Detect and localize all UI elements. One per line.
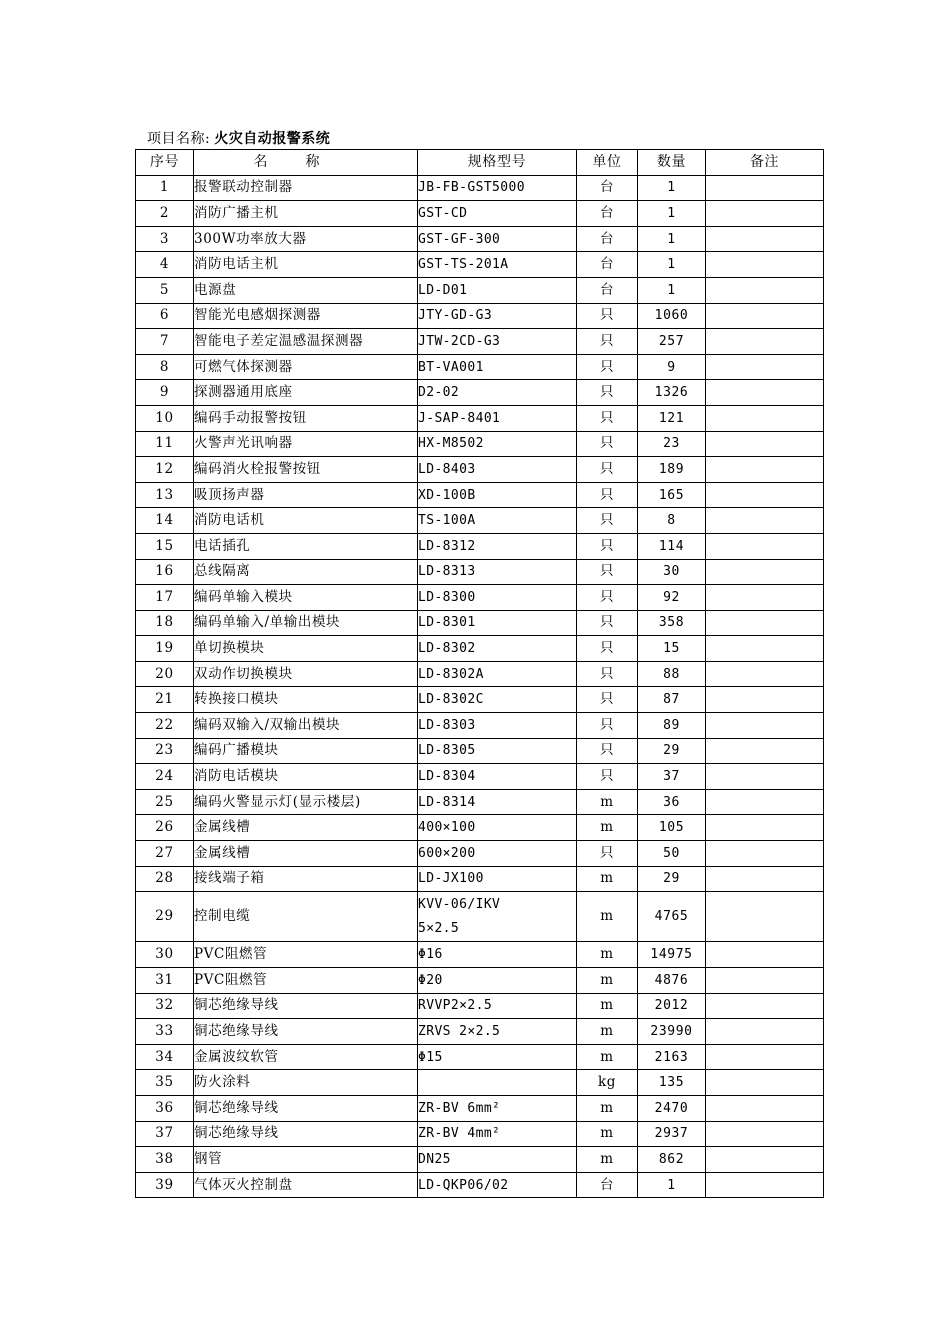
cell-spec: LD-8302 <box>418 636 577 662</box>
cell-spec: GST-GF-300 <box>418 226 577 252</box>
cell-unit: 只 <box>577 585 638 611</box>
table-row <box>136 1070 824 1096</box>
cell-note <box>706 585 824 611</box>
cell-note <box>706 892 824 942</box>
cell-qty: 2012 <box>638 993 706 1019</box>
cell-note <box>706 815 824 841</box>
table-row <box>136 201 824 227</box>
cell-spec: Φ16 <box>418 942 577 968</box>
cell-name: PVC阻燃管 <box>194 942 418 968</box>
cell-name: 编码火警显示灯(显示楼层) <box>194 789 418 815</box>
cell-seq: 4 <box>136 252 194 278</box>
cell-unit: m <box>577 1019 638 1045</box>
cell-unit: 台 <box>577 175 638 201</box>
cell-name: 总线隔离 <box>194 559 418 585</box>
cell-spec: D2-02 <box>418 380 577 406</box>
cell-name: 钢管 <box>194 1147 418 1173</box>
cell-seq: 2 <box>136 201 194 227</box>
cell-qty: 1 <box>638 226 706 252</box>
table-row <box>136 559 824 585</box>
cell-name: 吸顶扬声器 <box>194 482 418 508</box>
table-row <box>136 457 824 483</box>
cell-qty: 23 <box>638 431 706 457</box>
cell-note <box>706 636 824 662</box>
cell-unit: 只 <box>577 380 638 406</box>
cell-note <box>706 252 824 278</box>
table-row <box>136 405 824 431</box>
cell-note <box>706 1147 824 1173</box>
table-row <box>136 993 824 1019</box>
table-row <box>136 508 824 534</box>
cell-note <box>706 841 824 867</box>
table-row <box>136 1172 824 1198</box>
table-row <box>136 892 824 942</box>
cell-note <box>706 354 824 380</box>
cell-name: 智能光电感烟探测器 <box>194 303 418 329</box>
cell-unit: 只 <box>577 354 638 380</box>
cell-qty: 29 <box>638 866 706 892</box>
cell-note <box>706 1121 824 1147</box>
cell-note <box>706 968 824 994</box>
cell-qty: 1 <box>638 201 706 227</box>
cell-spec: LD-QKP06/02 <box>418 1172 577 1198</box>
cell-spec: LD-D01 <box>418 277 577 303</box>
cell-spec: LD-8304 <box>418 764 577 790</box>
table-row <box>136 1147 824 1173</box>
cell-qty: 36 <box>638 789 706 815</box>
cell-unit: m <box>577 815 638 841</box>
cell-unit: 只 <box>577 738 638 764</box>
table-row <box>136 482 824 508</box>
cell-name: 消防电话主机 <box>194 252 418 278</box>
cell-qty: 165 <box>638 482 706 508</box>
cell-unit: 台 <box>577 201 638 227</box>
cell-seq: 26 <box>136 815 194 841</box>
cell-qty: 88 <box>638 661 706 687</box>
cell-note <box>706 226 824 252</box>
cell-note <box>706 993 824 1019</box>
cell-seq: 21 <box>136 687 194 713</box>
cell-note <box>706 1095 824 1121</box>
cell-seq: 35 <box>136 1070 194 1096</box>
cell-seq: 32 <box>136 993 194 1019</box>
table-row <box>136 789 824 815</box>
cell-spec: 400×100 <box>418 815 577 841</box>
cell-name: 金属波纹软管 <box>194 1044 418 1070</box>
table-row <box>136 841 824 867</box>
cell-note <box>706 687 824 713</box>
table-row <box>136 764 824 790</box>
header-note: 备注 <box>706 150 824 176</box>
cell-qty: 2163 <box>638 1044 706 1070</box>
equipment-table <box>135 149 824 1198</box>
cell-note <box>706 380 824 406</box>
cell-unit: 只 <box>577 431 638 457</box>
cell-spec: 600×200 <box>418 841 577 867</box>
cell-unit: 只 <box>577 482 638 508</box>
cell-spec: LD-8302C <box>418 687 577 713</box>
cell-note <box>706 866 824 892</box>
cell-qty: 1326 <box>638 380 706 406</box>
table-row <box>136 968 824 994</box>
cell-note <box>706 303 824 329</box>
cell-note <box>706 329 824 355</box>
cell-qty: 105 <box>638 815 706 841</box>
cell-name: 铜芯绝缘导线 <box>194 1019 418 1045</box>
cell-qty: 4765 <box>638 892 706 942</box>
cell-note <box>706 559 824 585</box>
cell-unit: 只 <box>577 841 638 867</box>
cell-note <box>706 1044 824 1070</box>
table-row <box>136 1044 824 1070</box>
table-row <box>136 175 824 201</box>
table-row <box>136 815 824 841</box>
cell-seq: 15 <box>136 533 194 559</box>
cell-spec: LD-8305 <box>418 738 577 764</box>
cell-seq: 10 <box>136 405 194 431</box>
cell-spec: ZR-BV 6mm² <box>418 1095 577 1121</box>
cell-name: 编码广播模块 <box>194 738 418 764</box>
table-row <box>136 380 824 406</box>
cell-qty: 30 <box>638 559 706 585</box>
cell-qty: 50 <box>638 841 706 867</box>
cell-seq: 22 <box>136 713 194 739</box>
cell-spec: LD-8312 <box>418 533 577 559</box>
cell-seq: 17 <box>136 585 194 611</box>
cell-unit: 台 <box>577 226 638 252</box>
cell-unit: 只 <box>577 713 638 739</box>
cell-spec: DN25 <box>418 1147 577 1173</box>
header-qty: 数量 <box>638 150 706 176</box>
cell-name: 智能电子差定温感温探测器 <box>194 329 418 355</box>
cell-qty: 1 <box>638 1172 706 1198</box>
cell-unit: 台 <box>577 252 638 278</box>
cell-note <box>706 175 824 201</box>
cell-note <box>706 1172 824 1198</box>
cell-seq: 39 <box>136 1172 194 1198</box>
cell-unit: m <box>577 942 638 968</box>
cell-seq: 3 <box>136 226 194 252</box>
cell-unit: kg <box>577 1070 638 1096</box>
cell-spec: HX-M8502 <box>418 431 577 457</box>
table-row <box>136 1019 824 1045</box>
cell-note <box>706 482 824 508</box>
header-unit: 单位 <box>577 150 638 176</box>
cell-seq: 27 <box>136 841 194 867</box>
cell-name: 金属线槽 <box>194 815 418 841</box>
project-label: 项目名称: <box>147 131 211 147</box>
table-row <box>136 533 824 559</box>
cell-note <box>706 942 824 968</box>
cell-seq: 34 <box>136 1044 194 1070</box>
cell-note <box>706 201 824 227</box>
cell-note <box>706 789 824 815</box>
cell-spec <box>418 892 577 942</box>
cell-qty: 1 <box>638 277 706 303</box>
table-row <box>136 687 824 713</box>
cell-note <box>706 610 824 636</box>
header-name: 名称 <box>194 150 418 176</box>
project-name: 火灾自动报警系统 <box>214 131 331 147</box>
table-body <box>136 175 824 1198</box>
cell-spec: GST-CD <box>418 201 577 227</box>
cell-unit: 只 <box>577 508 638 534</box>
cell-seq: 11 <box>136 431 194 457</box>
cell-seq: 25 <box>136 789 194 815</box>
cell-qty: 37 <box>638 764 706 790</box>
cell-note <box>706 405 824 431</box>
cell-spec: LD-8314 <box>418 789 577 815</box>
cell-note <box>706 1070 824 1096</box>
cell-spec: GST-TS-201A <box>418 252 577 278</box>
cell-unit: 只 <box>577 610 638 636</box>
cell-unit: m <box>577 993 638 1019</box>
table-row <box>136 661 824 687</box>
cell-spec: LD-8403 <box>418 457 577 483</box>
table-row <box>136 252 824 278</box>
cell-seq: 12 <box>136 457 194 483</box>
cell-name: 编码手动报警按钮 <box>194 405 418 431</box>
cell-spec: LD-8302A <box>418 661 577 687</box>
table-row <box>136 226 824 252</box>
cell-unit: m <box>577 1044 638 1070</box>
cell-qty: 29 <box>638 738 706 764</box>
cell-unit: 只 <box>577 687 638 713</box>
cell-seq: 31 <box>136 968 194 994</box>
table-row <box>136 942 824 968</box>
cell-seq: 28 <box>136 866 194 892</box>
cell-seq: 9 <box>136 380 194 406</box>
cell-note <box>706 457 824 483</box>
table-row <box>136 610 824 636</box>
cell-seq: 20 <box>136 661 194 687</box>
cell-seq: 37 <box>136 1121 194 1147</box>
cell-qty: 358 <box>638 610 706 636</box>
cell-seq: 23 <box>136 738 194 764</box>
cell-seq: 14 <box>136 508 194 534</box>
cell-name: 300W功率放大器 <box>194 226 418 252</box>
cell-note <box>706 738 824 764</box>
cell-spec: LD-8301 <box>418 610 577 636</box>
project-title-line <box>147 128 330 148</box>
table-row <box>136 354 824 380</box>
cell-qty: 2470 <box>638 1095 706 1121</box>
cell-qty: 1 <box>638 175 706 201</box>
cell-qty: 1 <box>638 252 706 278</box>
table-row <box>136 713 824 739</box>
cell-note <box>706 1019 824 1045</box>
cell-unit: 台 <box>577 277 638 303</box>
cell-unit: m <box>577 789 638 815</box>
cell-seq: 36 <box>136 1095 194 1121</box>
cell-name: 气体灭火控制盘 <box>194 1172 418 1198</box>
cell-seq: 16 <box>136 559 194 585</box>
cell-spec: JTW-2CD-G3 <box>418 329 577 355</box>
cell-qty: 89 <box>638 713 706 739</box>
cell-name: 探测器通用底座 <box>194 380 418 406</box>
cell-unit: 只 <box>577 764 638 790</box>
cell-name: 防火涂料 <box>194 1070 418 1096</box>
cell-seq: 6 <box>136 303 194 329</box>
cell-unit: 只 <box>577 303 638 329</box>
cell-seq: 29 <box>136 892 194 942</box>
cell-unit: m <box>577 1121 638 1147</box>
cell-note <box>706 713 824 739</box>
header-seq: 序号 <box>136 150 194 176</box>
cell-qty: 121 <box>638 405 706 431</box>
cell-seq: 30 <box>136 942 194 968</box>
cell-spec-text: KVV-06/IKV 5×2.5 <box>418 896 501 936</box>
cell-seq: 5 <box>136 277 194 303</box>
cell-spec: ZRVS 2×2.5 <box>418 1019 577 1045</box>
cell-name: 电话插孔 <box>194 533 418 559</box>
cell-unit: 只 <box>577 661 638 687</box>
cell-seq: 19 <box>136 636 194 662</box>
cell-seq: 7 <box>136 329 194 355</box>
cell-unit: 只 <box>577 533 638 559</box>
cell-qty: 23990 <box>638 1019 706 1045</box>
cell-unit: 只 <box>577 559 638 585</box>
table-row <box>136 1121 824 1147</box>
table-row <box>136 431 824 457</box>
cell-note <box>706 661 824 687</box>
cell-name: 报警联动控制器 <box>194 175 418 201</box>
cell-unit: m <box>577 866 638 892</box>
cell-name: 铜芯绝缘导线 <box>194 993 418 1019</box>
cell-name: 控制电缆 <box>194 892 418 942</box>
cell-note <box>706 764 824 790</box>
cell-spec: TS-100A <box>418 508 577 534</box>
cell-seq: 1 <box>136 175 194 201</box>
cell-unit: m <box>577 1095 638 1121</box>
cell-spec: LD-8300 <box>418 585 577 611</box>
cell-seq: 38 <box>136 1147 194 1173</box>
cell-seq: 13 <box>136 482 194 508</box>
table-row <box>136 1095 824 1121</box>
cell-name: 消防电话机 <box>194 508 418 534</box>
cell-name: 编码单输入/单输出模块 <box>194 610 418 636</box>
cell-seq: 8 <box>136 354 194 380</box>
table-row <box>136 636 824 662</box>
cell-seq: 18 <box>136 610 194 636</box>
cell-spec: JTY-GD-G3 <box>418 303 577 329</box>
table-row <box>136 866 824 892</box>
cell-name: 编码单输入模块 <box>194 585 418 611</box>
cell-name: 消防电话模块 <box>194 764 418 790</box>
cell-qty: 14975 <box>638 942 706 968</box>
cell-unit: 只 <box>577 405 638 431</box>
cell-unit: 只 <box>577 636 638 662</box>
cell-qty: 8 <box>638 508 706 534</box>
cell-qty: 87 <box>638 687 706 713</box>
cell-spec: JB-FB-GST5000 <box>418 175 577 201</box>
table-row <box>136 303 824 329</box>
cell-name: 转换接口模块 <box>194 687 418 713</box>
cell-name: 火警声光讯响器 <box>194 431 418 457</box>
cell-qty: 92 <box>638 585 706 611</box>
cell-name: 单切换模块 <box>194 636 418 662</box>
cell-qty: 1060 <box>638 303 706 329</box>
table-row <box>136 738 824 764</box>
cell-unit: 台 <box>577 1172 638 1198</box>
cell-spec: BT-VA001 <box>418 354 577 380</box>
header-spec: 规格型号 <box>418 150 577 176</box>
table-header-row <box>136 150 824 176</box>
cell-qty: 9 <box>638 354 706 380</box>
cell-name: 金属线槽 <box>194 841 418 867</box>
cell-spec: RVVP2×2.5 <box>418 993 577 1019</box>
cell-unit: 只 <box>577 329 638 355</box>
table-row <box>136 585 824 611</box>
cell-qty: 135 <box>638 1070 706 1096</box>
cell-spec: LD-JX100 <box>418 866 577 892</box>
cell-name: 双动作切换模块 <box>194 661 418 687</box>
cell-note <box>706 508 824 534</box>
cell-name: 编码消火栓报警按钮 <box>194 457 418 483</box>
cell-spec: J-SAP-8401 <box>418 405 577 431</box>
cell-unit: 只 <box>577 457 638 483</box>
cell-unit: m <box>577 1147 638 1173</box>
cell-name: 接线端子箱 <box>194 866 418 892</box>
cell-qty: 257 <box>638 329 706 355</box>
cell-seq: 33 <box>136 1019 194 1045</box>
cell-spec: XD-100B <box>418 482 577 508</box>
cell-name: 铜芯绝缘导线 <box>194 1121 418 1147</box>
cell-spec: LD-8303 <box>418 713 577 739</box>
cell-seq: 24 <box>136 764 194 790</box>
cell-qty: 189 <box>638 457 706 483</box>
cell-spec: ZR-BV 4mm² <box>418 1121 577 1147</box>
cell-qty: 15 <box>638 636 706 662</box>
cell-unit: m <box>577 968 638 994</box>
cell-qty: 114 <box>638 533 706 559</box>
cell-name: PVC阻燃管 <box>194 968 418 994</box>
cell-name: 可燃气体探测器 <box>194 354 418 380</box>
cell-name: 铜芯绝缘导线 <box>194 1095 418 1121</box>
cell-spec <box>418 1070 577 1096</box>
cell-note <box>706 533 824 559</box>
cell-note <box>706 431 824 457</box>
cell-qty: 4876 <box>638 968 706 994</box>
cell-qty: 2937 <box>638 1121 706 1147</box>
cell-spec: Φ15 <box>418 1044 577 1070</box>
cell-name: 编码双输入/双输出模块 <box>194 713 418 739</box>
cell-unit: m <box>577 892 638 942</box>
table-row <box>136 277 824 303</box>
cell-note <box>706 277 824 303</box>
cell-name: 消防广播主机 <box>194 201 418 227</box>
cell-name: 电源盘 <box>194 277 418 303</box>
table-row <box>136 329 824 355</box>
cell-spec: LD-8313 <box>418 559 577 585</box>
cell-qty: 862 <box>638 1147 706 1173</box>
cell-spec: Φ20 <box>418 968 577 994</box>
